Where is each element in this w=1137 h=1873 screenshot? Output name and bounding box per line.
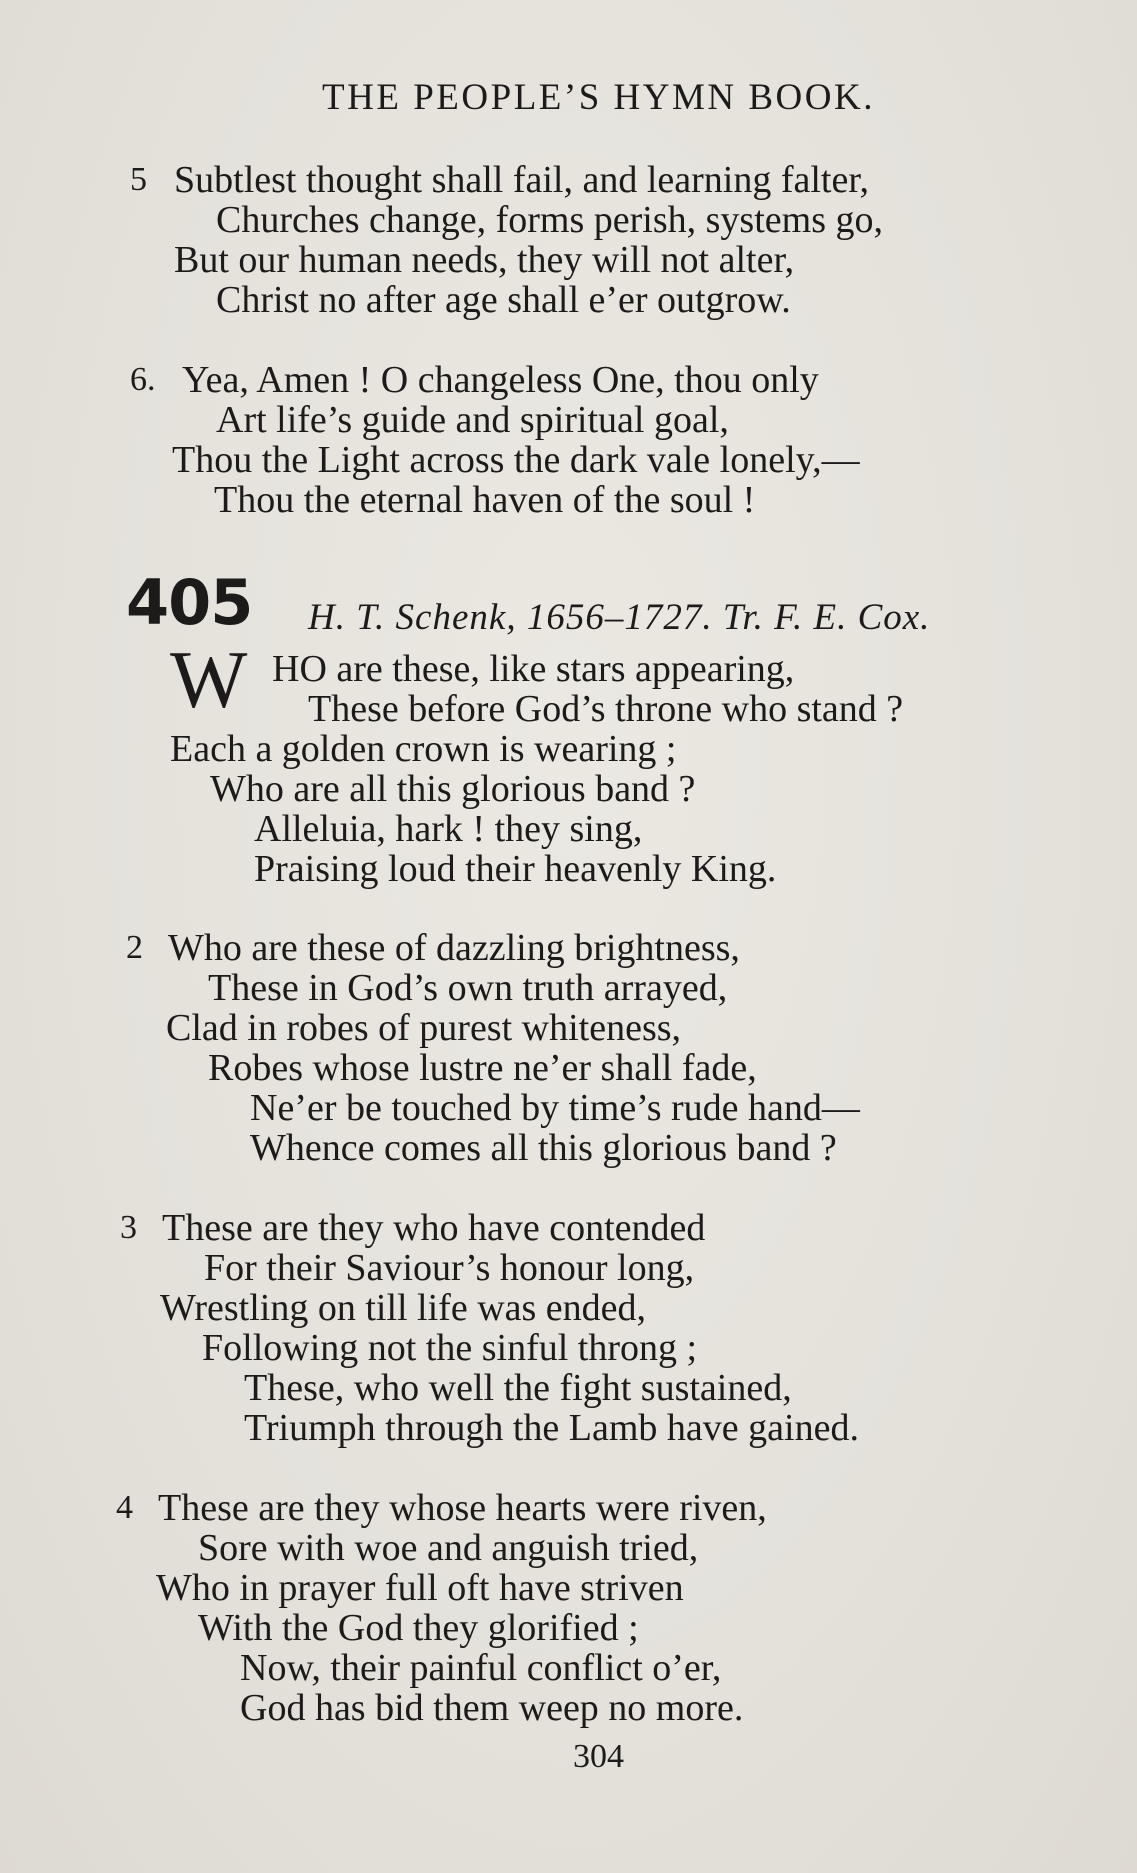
page-number: 304	[573, 1738, 624, 1775]
verse-line: These, who well the fight sustained,	[244, 1367, 792, 1409]
verse-line: HO are these, like stars appearing,	[272, 648, 795, 690]
verse-line: Each a golden crown is wearing ;	[170, 728, 677, 770]
verse-line: These are they whose hearts were riven,	[158, 1487, 767, 1529]
verse-line: Christ no after age shall e’er outgrow.	[216, 279, 791, 321]
verse-line: Ne’er be touched by time’s rude hand—	[250, 1087, 860, 1129]
verse-line: Alleluia, hark ! they sing,	[254, 808, 643, 850]
verse-line: Yea, Amen ! O changeless One, thou only	[182, 359, 819, 401]
verse-line: Thou the eternal haven of the soul !	[214, 479, 756, 521]
verse-line: Clad in robes of purest whiteness,	[166, 1007, 682, 1049]
verse-number: 6.	[130, 361, 156, 398]
verse-line: Who are all this glorious band ?	[210, 768, 696, 810]
drop-cap: W	[170, 634, 248, 725]
verse-line: With the God they glorified ;	[198, 1607, 639, 1649]
hymn-number: 405	[126, 566, 253, 639]
verse-line: Wrestling on till life was ended,	[160, 1287, 647, 1329]
verse-line: Whence comes all this glorious band ?	[250, 1127, 837, 1169]
verse-number: 3	[120, 1209, 137, 1246]
verse-line: Sore with woe and anguish tried,	[198, 1527, 699, 1569]
verse-line: Who are these of dazzling brightness,	[168, 927, 740, 969]
verse-line: Subtlest thought shall fail, and learning falter,	[174, 159, 869, 201]
verse-line: But our human needs, they will not alter,	[174, 239, 795, 281]
verse-line: Praising loud their heavenly King.	[254, 848, 777, 890]
verse-line: Now, their painful conflict o’er,	[240, 1647, 722, 1689]
verse-line: Art life’s guide and spiritual goal,	[216, 399, 729, 441]
verse-number: 2	[126, 929, 143, 966]
verse-line: Triumph through the Lamb have gained.	[244, 1407, 859, 1449]
verse-number: 5	[130, 161, 147, 198]
verse-line: These before God’s throne who stand ?	[308, 688, 904, 730]
verse-line: These in God’s own truth arrayed,	[208, 967, 728, 1009]
verse-line: For their Saviour’s honour long,	[204, 1247, 695, 1289]
verse-line: Who in prayer full oft have striven	[156, 1567, 684, 1609]
verse-line: Following not the sinful throng ;	[202, 1327, 698, 1369]
running-head: THE PEOPLE’S HYMN BOOK.	[322, 77, 875, 118]
verse-line: Thou the Light across the dark vale lonely,—	[172, 439, 860, 481]
verse-number: 4	[116, 1489, 133, 1526]
verse-line: Churches change, forms perish, systems go,	[216, 199, 883, 241]
verse-line: God has bid them weep no more.	[240, 1687, 744, 1729]
verse-line: These are they who have contended	[162, 1207, 706, 1249]
verse-line: Robes whose lustre ne’er shall fade,	[208, 1047, 757, 1089]
hymn-attribution: H. T. Schenk, 1656–1727. Tr. F. E. Cox.	[308, 597, 931, 638]
